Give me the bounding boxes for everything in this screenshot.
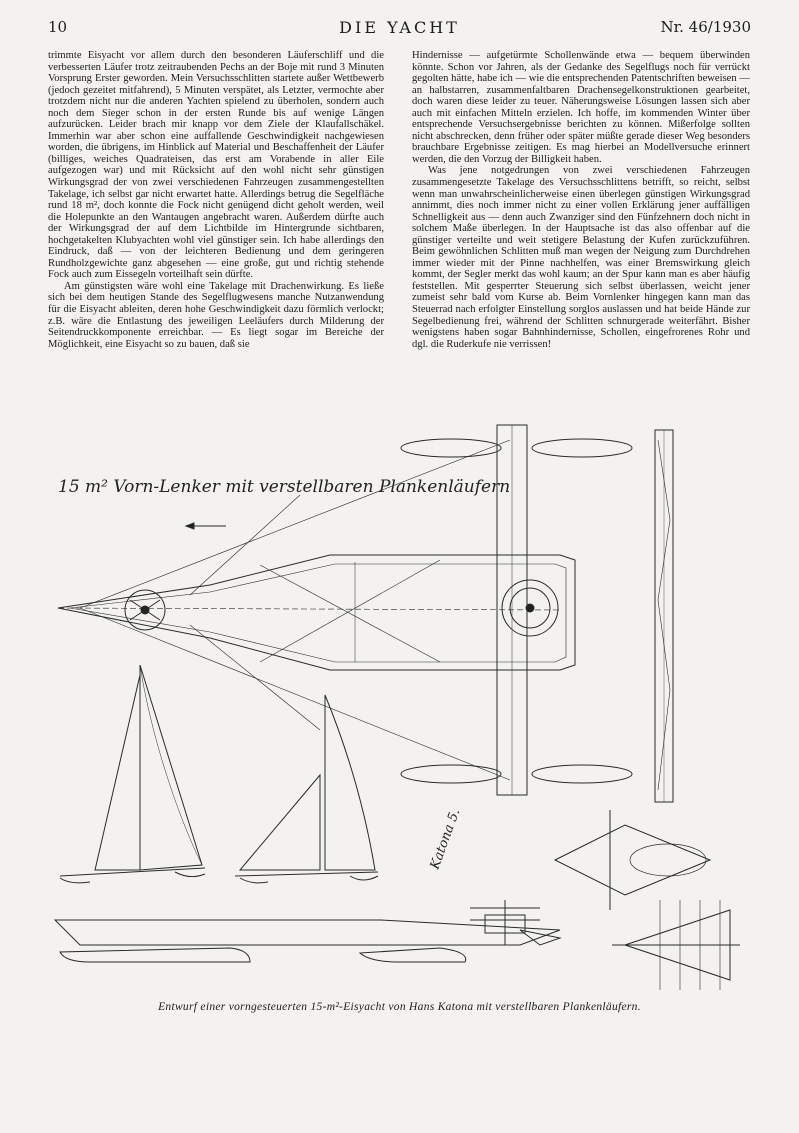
handwritten-title: 15 m² Vorn-Lenker mit verstellbaren Plankenläufern [58,477,511,497]
technical-drawing [0,400,799,1000]
paragraph: Hindernisse — aufgetürmte Schollenwände etwa — bequem überwinden könnte. Schon vor Jahren, als der Gedanke des Segelflugs noch für verrückt gegolten hätte, habe ich — wie die entsprechenden Patentschriften beweisen — an halbstarren, zusammenfaltbaren Drachensegelkonstruktionen gearbeitet, doch waren diese leider zu teuer. Näherungsweise Lösungen lassen sich aber auch mit einfachen Mitteln erzielen. Ich hoffe, im kommenden Winter über entsprechende Versuchsergebnisse berichten zu können. Mißerfolge sollten nicht abschrecken, denn früher oder später müßte gerade dieser Weg besonders brauchbare Ergebnisse zeitigen. Es mag hierbei an Modellversuche erinnert werden, die den Vorzug der Billigkeit haben. [412,50,750,165]
direction-arrow-icon [186,523,226,529]
journal-title: DIE YACHT [339,18,460,37]
iceyacht-plan-svg [0,400,799,1000]
left-text-column [48,50,384,350]
issue-number: Nr. 46/1930 [660,18,751,36]
page-number: 10 [48,18,68,36]
artist-signature: Katona 5. [427,806,464,872]
figure-caption: Entwurf einer vorngesteuerten 15-m²-Eisyacht von Hans Katona mit verstellbaren Plankenläufern. [158,1001,641,1013]
sail-plan-left [60,665,205,883]
page-header [48,18,751,40]
beam-section-view [655,430,673,802]
paragraph: Am günstigsten wäre wohl eine Takelage mit Drachenwirkung. Es ließe sich bei dem heutigen Stande des Segelflugwesens manche Nutzanwendung für die Eisyacht ableiten, deren hohe Geschwindigkeit dazu förmlich verlockt; z.B. wäre die Entlastung des jeweiligen Leeläufers durch Milderung der Seitendruckkomponente erreichbar. — Es liegt sogar im Bereiche der Möglichkeit, eine Eisyacht so zu bauen, daß sie [48,280,384,350]
side-elevation-view [55,900,560,962]
paragraph: trimmte Eisyacht vor allem durch den besonderen Läuferschliff und die verbesserten Läufer trotz zeitraubenden Pechs an der Boje mit rund 3 Minuten Vorsprung Erster geworden. Mein Versuchsschlitten startete außer Wettbewerb (jedoch gezeitet mitfahrend), 5 Minuten verspätet, als Letzter, vermochte aber trotzdem nicht nur die anderen Yachten spielend zu überholen, sondern auch noch dem Sieger schon in der ersten Runde bis auf wenige Längen aufzurücken. Leider brach mir knapp vor dem Ziele der Klaufallschäkel. Immerhin war aber schon eine auffallende Geschwindigkeit nachgewiesen worden, die übrigens, im Hinblick auf Material und Beschaffenheit der Läufer (billiges, weiches Quadrateisen, das erst am Vorabende in aller Eile aufgezogen war) und mit Rücksicht auf den wohl nicht sehr günstigen Wirkungsgrad der von zwei verschiedenen Fahrzeugen zusammengestellten Takelage, ich selbst gar nicht erwartet hatte. Allerdings betrug die Segelfläche rund 18 m², doch konnte die Fock nicht genügend dicht geholt werden, weil die Holepunkte an den Wantaugen angebracht waren. Außerdem dürfte auch der Wirkungsgrad der auf dem Lichtbilde im Hintergrunde sichtbaren, hochgetakelten Klubyachten wohl viel günstiger sein. Ich habe allerdings den Eindruck, daß — von der leichteren Bedienung und dem geringeren Rundholzgewichte ganz abgesehen — eine große, gut und richtig stehende Fock auch zum Eissegeln vorteilhaft sein dürfte. [48,50,384,281]
rig-plan-view [555,810,710,910]
sail-plan-center [235,695,378,883]
bottom-rig-view [612,900,740,990]
right-text-column [412,50,750,350]
paragraph: Was jene notgedrungen von zwei verschiedenen Fahrzeugen zusammengesetzte Takelage des Versuchsschlittens betrifft, so reicht, selbst wenn man unwahrscheinlicherweise einen überlegen günstigen Wirkungsgrad annimmt, dies noch immer nicht zu einer vollen Erklärung jener auffälligen Schnelligkeit aus — denn auch Zwanziger sind den Fünfzehnern doch nicht in solchem Maße überlegen. In der Hauptsache ist das also offenbar auf die günstiger verteilte und weit stetigere Belastung der Kufen zurückzuführen. Beim gewöhnlichen Schlitten muß man wegen der Neigung zum Durchdrehen immer wieder mit der Pinne nachhelfen, was einer Bremswirkung gleich kommt, der Segler merkt das wohl kaum; an der Spur kann man es aber häufig feststellen. Mit gesperrter Steuerung sich selbst überlassen, weicht jener zumeist sehr bald vom Kurse ab. Beim Vornlenker hingegen kann man das Steuerrad nach erfolgter Einstellung sorglos auslassen und hat beide Hände zur Segelbedienung frei, während der Schlitten schnurgerade weiterfährt. Bisher wenigstens haben sogar Bahnhindernisse, Schollen, eingefrorenes Rohr und dgl. die Ruderkufe nie verrissen! [412,165,750,350]
